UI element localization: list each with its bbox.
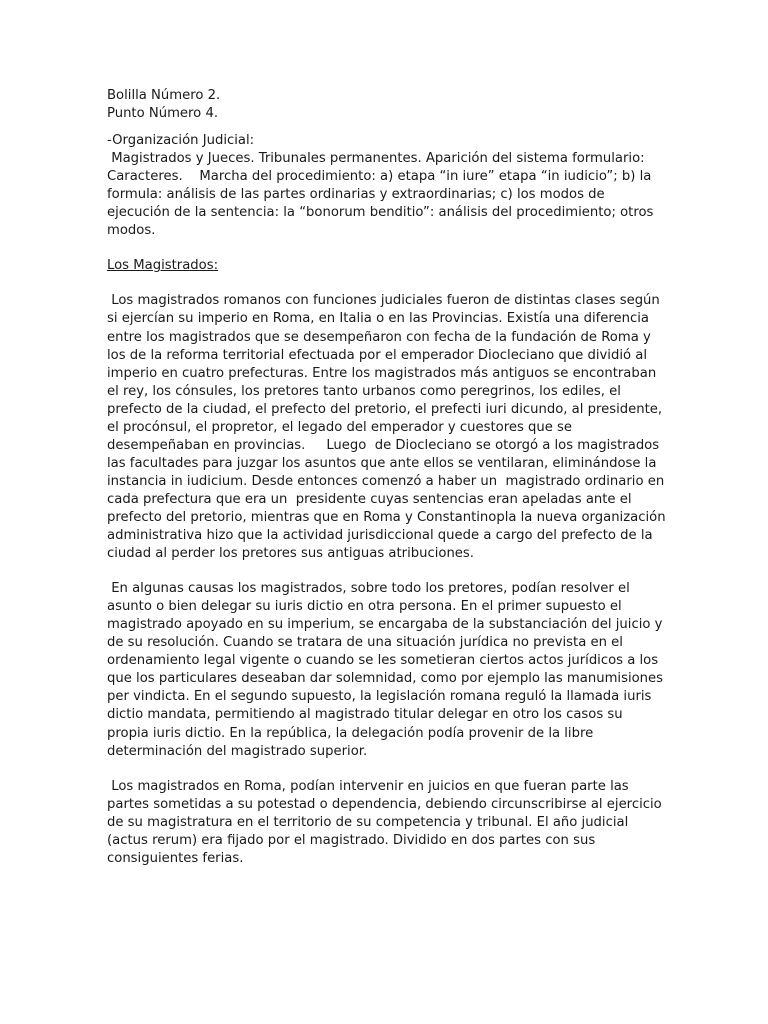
topic-description: Magistrados y Jueces. Tribunales permanentes. Aparición del sistema formulario: Caracteres. Marcha del procedimiento: a) etapa “in iure” etapa “in iudicio”; b) la formula: análisis de las partes ordinarias y extraordinarias; c) los modos de ejecución de la sentencia: la “bonorum benditio”: análisis del procedimiento; otros modos. (107, 151, 658, 239)
paragraph-delegacion: En algunas causas los magistrados, sobre todo los pretores, podían resolver el asunto o bien delegar su iuris dictio en otra persona. En el primer supuesto el magistrado apoyado en su imperium, se encargaba de la substanciación del juicio y de su resolución. Cuando se tratara de una situación jurídica no prevista en el ordenamiento legal vigente o cuando se les sometieran ciertos actos jurídicos a los que los particulares deseaban dar solemnidad, como por ejemplo las manumisiones per vindicta. En el segundo supuesto, la legislación romana reguló la llamada iuris dictio mandata, permitiendo al magistrado titular delegar en otro los casos su propia iuris dictio. En la república, la delegación podía provenir de la libre determinación del magistrado superior. (107, 581, 668, 759)
paragraph-competencia: Los magistrados en Roma, podían intervenir en juicios en que fueran parte las partes sometidas a su potestad o dependencia, debiendo circunscribirse al ejercicio de su magistratura en el territorio de su competencia y tribunal. El año judicial (actus rerum) era fijado por el magistrado. Dividido en dos partes con sus consiguientes ferias. (107, 778, 666, 866)
paragraph-magistrados-clases: Los magistrados romanos con funciones judiciales fueron de distintas clases según si ejercían su imperio en Roma, en Italia o en las Provincias. Existía una diferencia entre los magistrados que se desempeñaron con fecha de la fundación de Roma y los de la reforma territorial efectuada por el emperador Diocleciano que dividió al imperio en cuatro prefecturas. Entre los magistrados más antiguos se encontraban el rey, los cónsules, los pretores tanto urbanos como peregrinos, los ediles, el prefecto de la ciudad, el prefecto del pretorio, el prefecti iuri dicundo, al presidente, el procónsul, el propretor, el legado del emperador y cuestores que se desempeñaban en provincias. Luego de Diocleciano se otorgó a los magistrados las facultades para juzgar los asuntos que ante ellos se ventilaran, eliminándose la instancia in iudicium. Desde entonces comenzó a haber un magistrado ordinario en cada prefectura que era un presidente cuyas sentencias eran apeladas ante el prefecto del pretorio, mientras que en Roma y Constantinopla la nueva organización administrativa hizo que la actividad jurisdiccional quede a cargo del prefecto de la ciudad al perder los pretores sus antiguas atribuciones. (107, 293, 670, 562)
section-heading: Los Magistrados: (107, 258, 219, 274)
header-line-punto: Punto Número 4. (107, 106, 219, 122)
topic-title: -Organización Judicial: (107, 133, 255, 149)
document-page (107, 87, 670, 868)
header-line-bolilla: Bolilla Número 2. (107, 88, 221, 103)
